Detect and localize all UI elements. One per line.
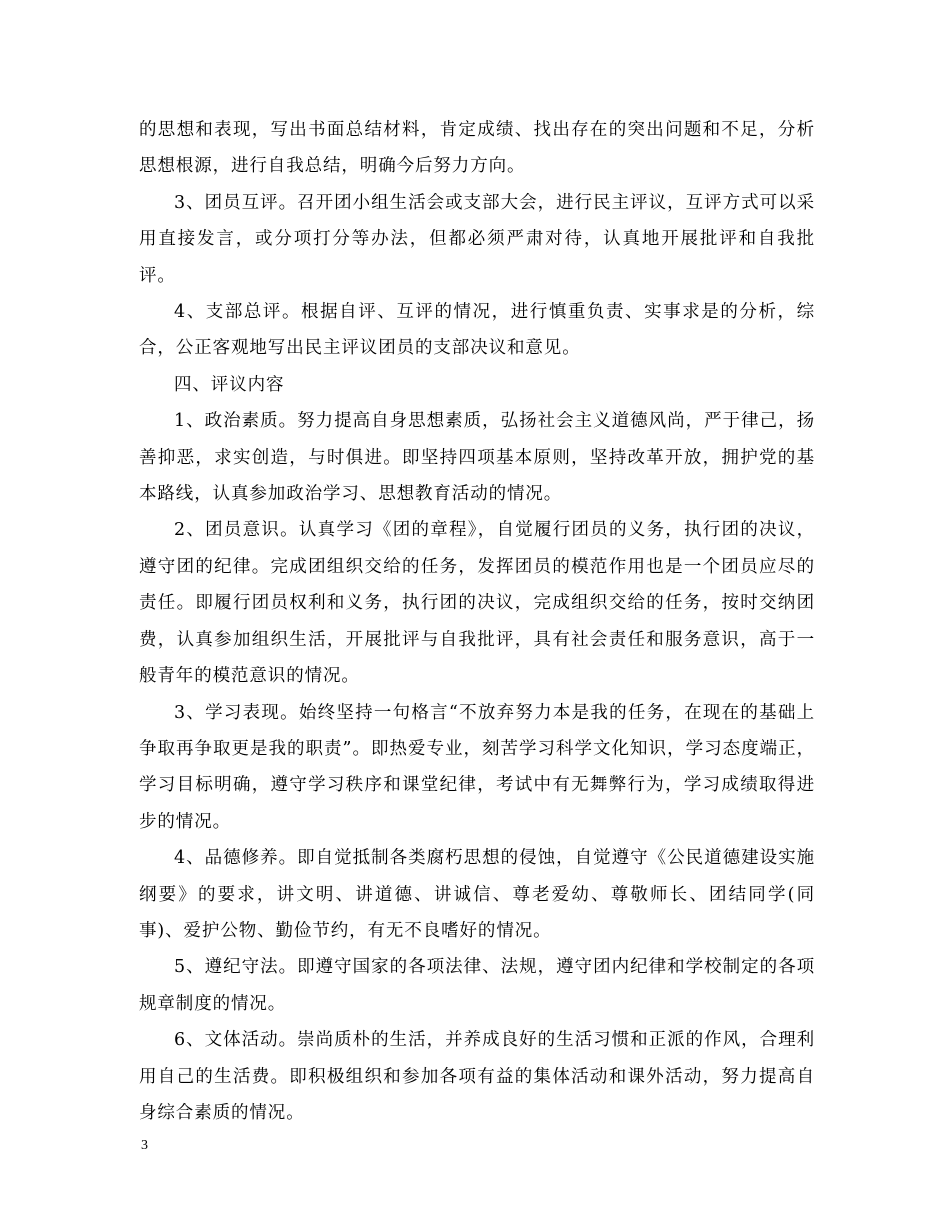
paragraph-political-quality: 1、政治素质。努力提高自身思想素质，弘扬社会主义道德风尚，严于律己，扬善抑恶，求实创造，与时俱进。即坚持四项基本原则，坚持改革开放，拥护党的基本路线，认真参加政治学习、思想教育活动的情况。	[139, 411, 815, 505]
section-heading-review-content: 四、评议内容	[174, 374, 285, 395]
paragraph-continuation: 的思想和表现，写出书面总结材料，肯定成绩、找出存在的突出问题和不足，分析思想根源，进行自我总结，明确今后努力方向。	[139, 120, 815, 177]
paragraph-law-abiding: 5、遵纪守法。即遵守国家的各项法律、法规，遵守团内纪律和学校制定的各项规章制度的情况。	[139, 957, 815, 1014]
document-body	[139, 112, 815, 1131]
paragraph-study-performance: 3、学习表现。始终坚持一句格言“不放弃努力本是我的任务，在现在的基础上争取再争取更是我的职责”。即热爱专业，刻苦学习科学文化知识，学习态度端正，学习目标明确，遵守学习秩序和课堂纪律，考试中有无舞弊行为，学习成绩取得进步的情况。	[139, 702, 815, 832]
paragraph-member-awareness: 2、团员意识。认真学习《团的章程》，自觉履行团员的义务，执行团的决议，遵守团的纪律。完成团组织交给的任务，发挥团员的模范作用也是一个团员应尽的责任。即履行团员权利和义务，执行团的决议，完成组织交给的任务，按时交纳团费，认真参加组织生活，开展批评与自我批评，具有社会责任和服务意识，高于一般青年的模范意识的情况。	[139, 520, 815, 687]
paragraph-peer-review: 3、团员互评。召开团小组生活会或支部大会，进行民主评议，互评方式可以采用直接发言，或分项打分等办法，但都必须严肃对待，认真地开展批评和自我批评。	[139, 192, 815, 286]
paragraph-branch-review: 4、支部总评。根据自评、互评的情况，进行慎重负责、实事求是的分析，综合，公正客观地写出民主评议团员的支部决议和意见。	[139, 302, 815, 359]
paragraph-cultural-sports: 6、文体活动。崇尚质朴的生活，并养成良好的生活习惯和正派的作风，合理利用自己的生活费。即积极组织和参加各项有益的集体活动和课外活动，努力提高自身综合素质的情况。	[139, 1030, 815, 1123]
page-number: 3	[141, 1138, 148, 1153]
paragraph-moral-cultivation: 4、品德修养。即自觉抵制各类腐朽思想的侵蚀，自觉遵守《公民道德建设实施纲要》的要求，讲文明、讲道德、讲诚信、尊老爱幼、尊敬师长、团结同学(同事)、爱护公物、勤俭节约，有无不良嗜好的情况。	[139, 848, 815, 941]
